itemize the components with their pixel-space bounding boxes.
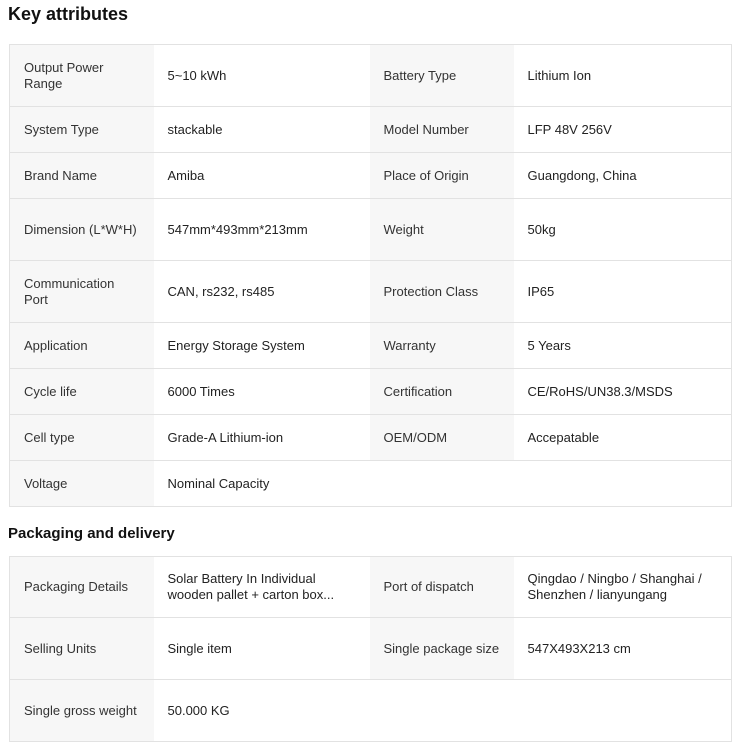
attribute-value: 50kg <box>514 199 732 261</box>
packaging-title: Packaging and delivery <box>8 525 175 542</box>
attribute-value: stackable <box>154 107 370 153</box>
attribute-value: Amiba <box>154 153 370 199</box>
attribute-label: Port of dispatch <box>370 557 514 618</box>
attribute-value: Lithium Ion <box>514 45 732 107</box>
empty-cell <box>514 461 732 507</box>
attribute-label: Place of Origin <box>370 153 514 199</box>
attribute-value: 6000 Times <box>154 369 370 415</box>
attribute-value: Single item <box>154 618 370 680</box>
attribute-label: Output Power Range <box>10 45 154 107</box>
attribute-label: Dimension (L*W*H) <box>10 199 154 261</box>
empty-cell <box>370 680 514 742</box>
attribute-value: CE/RoHS/UN38.3/MSDS <box>514 369 732 415</box>
key-attributes-title: Key attributes <box>8 4 129 24</box>
attribute-value: IP65 <box>514 261 732 323</box>
attribute-value: Guangdong, China <box>514 153 732 199</box>
attribute-label: OEM/ODM <box>370 415 514 461</box>
attribute-value: Accepatable <box>514 415 732 461</box>
attribute-label: Single package size <box>370 618 514 680</box>
table-row <box>10 107 732 153</box>
attribute-label: Voltage <box>10 461 154 507</box>
table-row <box>10 680 732 742</box>
attribute-label: Model Number <box>370 107 514 153</box>
attribute-label: Weight <box>370 199 514 261</box>
attribute-label: Cell type <box>10 415 154 461</box>
attribute-label: Warranty <box>370 323 514 369</box>
table-row <box>10 557 732 618</box>
attribute-value: Solar Battery In Individual wooden pallet + carton box... <box>154 557 370 618</box>
attribute-label: Protection Class <box>370 261 514 323</box>
attribute-label: Packaging Details <box>10 557 154 618</box>
packaging-table <box>9 556 732 742</box>
table-row <box>10 153 732 199</box>
table-row <box>10 461 732 507</box>
empty-cell <box>370 461 514 507</box>
attribute-label: System Type <box>10 107 154 153</box>
table-row <box>10 45 732 107</box>
attribute-label: Brand Name <box>10 153 154 199</box>
table-row <box>10 415 732 461</box>
attribute-label: Communication Port <box>10 261 154 323</box>
attribute-value: CAN, rs232, rs485 <box>154 261 370 323</box>
attribute-value: Grade-A Lithium-ion <box>154 415 370 461</box>
attribute-value: 5~10 kWh <box>154 45 370 107</box>
attribute-value: 547mm*493mm*213mm <box>154 199 370 261</box>
attribute-value: 5 Years <box>514 323 732 369</box>
attribute-label: Single gross weight <box>10 680 154 742</box>
attribute-value: Energy Storage System <box>154 323 370 369</box>
table-row <box>10 323 732 369</box>
attribute-label: Battery Type <box>370 45 514 107</box>
attribute-value: 547X493X213 cm <box>514 618 732 680</box>
attribute-value: Nominal Capacity <box>154 461 370 507</box>
attribute-value: Qingdao / Ningbo / Shanghai / Shenzhen / lianyungang <box>514 557 732 618</box>
attribute-label: Cycle life <box>10 369 154 415</box>
attribute-value: LFP 48V 256V <box>514 107 732 153</box>
attribute-label: Certification <box>370 369 514 415</box>
empty-cell <box>514 680 732 742</box>
attribute-label: Application <box>10 323 154 369</box>
table-row <box>10 618 732 680</box>
attribute-value: 50.000 KG <box>154 680 370 742</box>
attribute-label: Selling Units <box>10 618 154 680</box>
key-attributes-table <box>9 44 732 507</box>
table-row <box>10 261 732 323</box>
table-row <box>10 369 732 415</box>
table-row <box>10 199 732 261</box>
